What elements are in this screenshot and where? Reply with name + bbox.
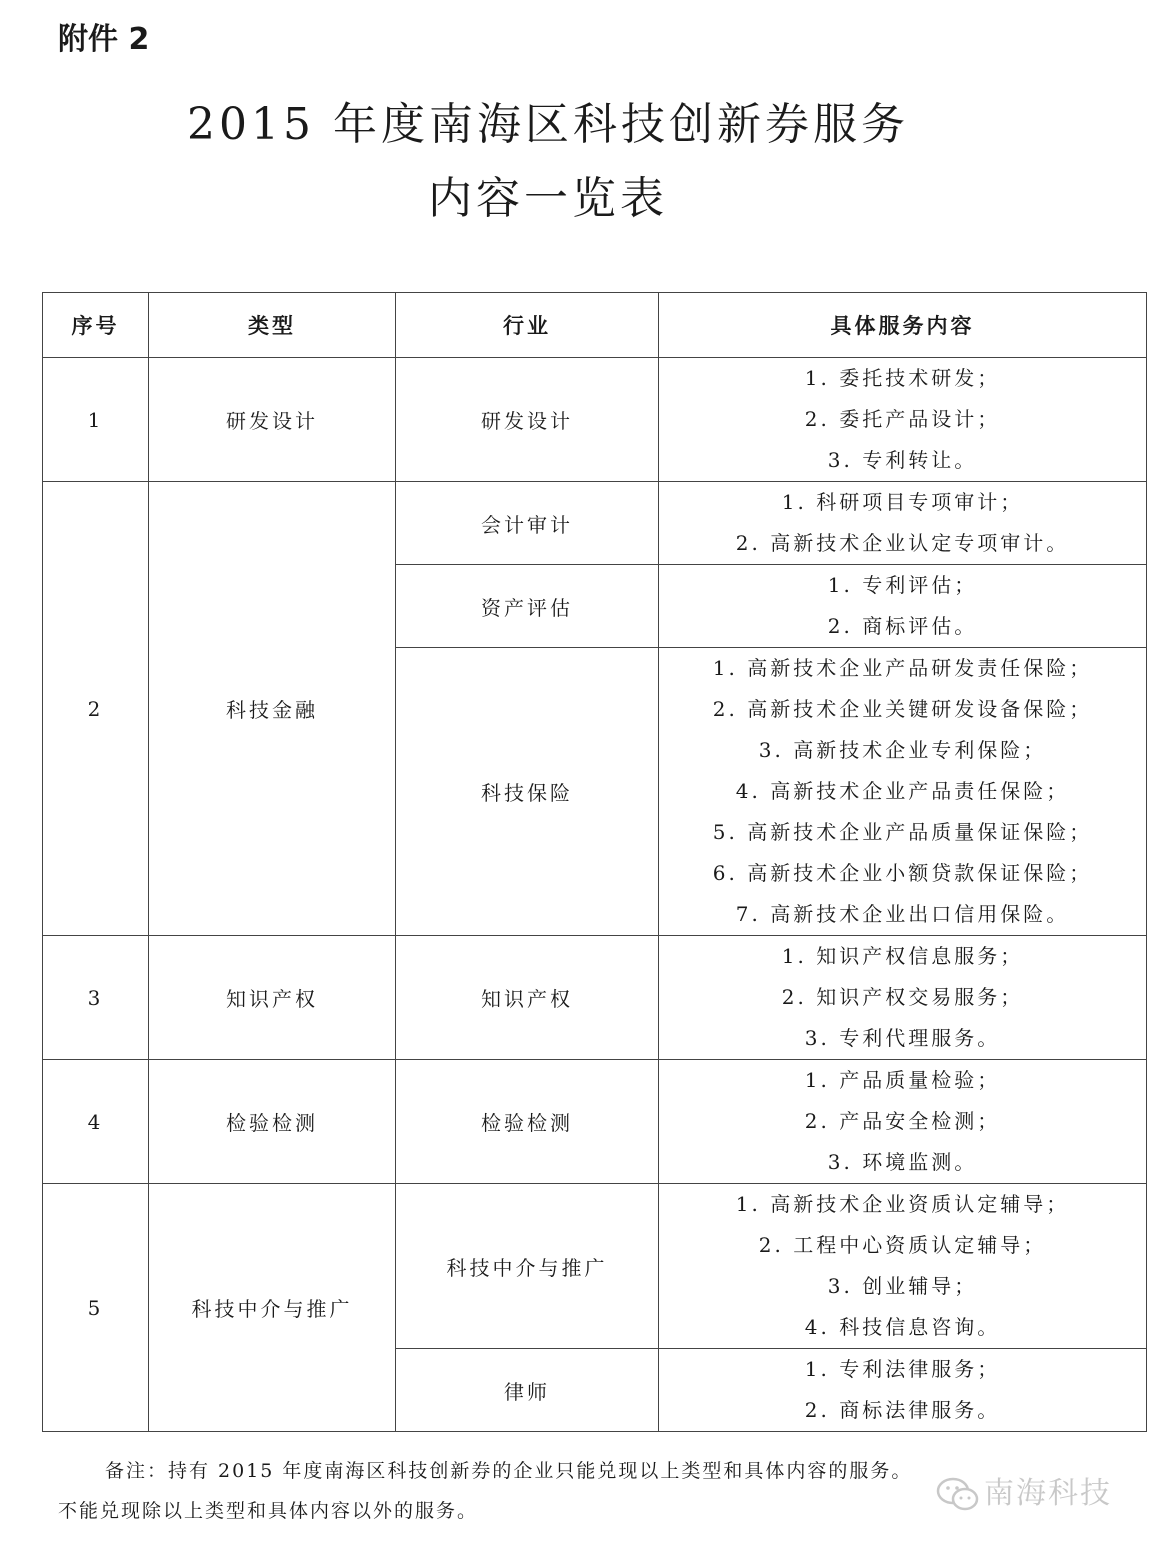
row-industry: 律师 <box>396 1349 659 1432</box>
table-row <box>43 358 1147 482</box>
table-header-row <box>43 293 1147 358</box>
service-content-cell <box>659 358 1147 482</box>
service-item: 2. 高新技术企业关键研发设备保险； <box>712 697 1093 721</box>
service-item: 2. 工程中心资质认定辅导； <box>758 1233 1047 1257</box>
attachment-label: 附件 2 <box>58 22 150 57</box>
service-item: 1. 知识产权信息服务； <box>781 944 1024 968</box>
table-row <box>43 1060 1147 1184</box>
table-row <box>43 1184 1147 1349</box>
watermark <box>936 1468 1112 1513</box>
table-row <box>43 936 1147 1060</box>
service-item: 1. 专利法律服务； <box>804 1357 1001 1381</box>
row-type: 检验检测 <box>149 1060 396 1184</box>
service-item: 1. 专利评估； <box>827 573 978 597</box>
service-item: 1. 产品质量检验； <box>804 1068 1001 1092</box>
service-item: 4. 高新技术企业产品责任保险； <box>735 779 1070 803</box>
row-number: 5 <box>43 1184 149 1432</box>
row-industry: 资产评估 <box>396 565 659 648</box>
service-content-cell <box>659 1349 1147 1432</box>
service-content-cell <box>659 1060 1147 1184</box>
service-item: 3. 专利代理服务。 <box>804 1026 1001 1050</box>
table-body <box>43 358 1147 1432</box>
document-title-line-1: 2015 年度南海区科技创新券服务 <box>187 99 909 150</box>
service-item: 2. 高新技术企业认定专项审计。 <box>735 531 1070 555</box>
row-type: 知识产权 <box>149 936 396 1060</box>
document-title-line-2: 内容一览表 <box>428 173 668 224</box>
header-type: 类型 <box>149 293 396 358</box>
service-item: 1. 委托技术研发； <box>804 366 1001 390</box>
row-industry: 科技保险 <box>396 648 659 936</box>
watermark-text: 南海科技 <box>984 1476 1112 1511</box>
service-item: 3. 环境监测。 <box>827 1150 978 1174</box>
service-content-cell <box>659 482 1147 565</box>
service-item: 3. 专利转让。 <box>827 448 978 472</box>
row-number: 3 <box>43 936 149 1060</box>
service-item: 2. 产品安全检测； <box>804 1109 1001 1133</box>
service-item: 5. 高新技术企业产品质量保证保险； <box>712 820 1093 844</box>
service-content-cell <box>659 648 1147 936</box>
table-row <box>43 482 1147 565</box>
row-industry: 检验检测 <box>396 1060 659 1184</box>
wechat-icon <box>936 1477 980 1513</box>
service-item: 1. 高新技术企业产品研发责任保险； <box>712 656 1093 680</box>
row-number: 2 <box>43 482 149 936</box>
header-content: 具体服务内容 <box>659 293 1147 358</box>
header-no: 序号 <box>43 293 149 358</box>
row-industry: 科技中介与推广 <box>396 1184 659 1349</box>
note-line-1: 备注：持有 2015 年度南海区科技创新券的企业只能兑现以上类型和具体内容的服务。 <box>105 1460 913 1482</box>
row-industry: 知识产权 <box>396 936 659 1060</box>
row-type: 科技金融 <box>149 482 396 936</box>
header-industry: 行业 <box>396 293 659 358</box>
note-line-2: 不能兑现除以上类型和具体内容以外的服务。 <box>58 1500 479 1522</box>
row-number: 1 <box>43 358 149 482</box>
service-item: 2. 知识产权交易服务； <box>781 985 1024 1009</box>
service-item: 2. 商标评估。 <box>827 614 978 638</box>
row-industry: 会计审计 <box>396 482 659 565</box>
row-number: 4 <box>43 1060 149 1184</box>
service-item: 6. 高新技术企业小额贷款保证保险； <box>712 861 1093 885</box>
row-type: 研发设计 <box>149 358 396 482</box>
service-item: 4. 科技信息咨询。 <box>804 1315 1001 1339</box>
service-item: 7. 高新技术企业出口信用保险。 <box>735 902 1070 926</box>
service-item: 2. 商标法律服务。 <box>804 1398 1001 1422</box>
service-item: 1. 高新技术企业资质认定辅导； <box>735 1192 1070 1216</box>
service-table <box>42 292 1147 1432</box>
row-type: 科技中介与推广 <box>149 1184 396 1432</box>
service-item: 2. 委托产品设计； <box>804 407 1001 431</box>
service-item: 1. 科研项目专项审计； <box>781 490 1024 514</box>
service-content-cell <box>659 565 1147 648</box>
service-item: 3. 创业辅导； <box>827 1274 978 1298</box>
service-item: 3. 高新技术企业专利保险； <box>758 738 1047 762</box>
row-industry: 研发设计 <box>396 358 659 482</box>
service-content-cell <box>659 1184 1147 1349</box>
service-content-cell <box>659 936 1147 1060</box>
